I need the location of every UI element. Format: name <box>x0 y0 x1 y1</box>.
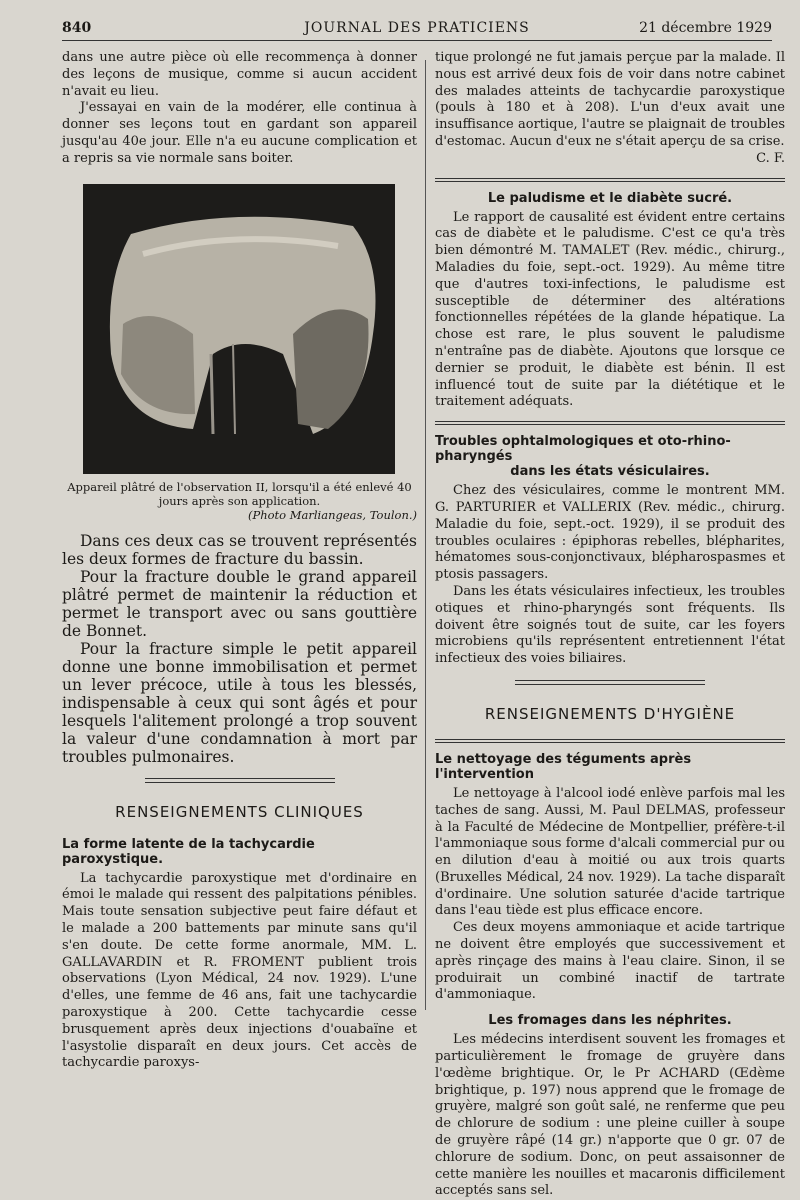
paragraph: Chez des vésiculaires, comme le montrent MM. G. PARTURIER et VALLERIX (Rev. médic., chirurg. Maladie du foie, sept.-oct. 1929), il se produit des troubles oculaires : épiphoras rebelles, blépharites, hématomes sous-conjonctivaux, blépharospasmes et ptosis passagers. <box>435 483 785 583</box>
article-heading: Les fromages dans les néphrites. <box>488 1013 732 1029</box>
running-header <box>62 18 772 41</box>
paragraph: Les médecins interdisent souvent les fromages et particulièrement le fromage de gruyère dans l'œdème brightique. Or, le Pr ACHARD (Œdème brightique, p. 197) nous apprend que le fromage de gruyère, malgré son goût salé, ne renferme que peu de chlorure de sodium : une pleine cuiller à soupe de gruyère râpé (14 gr.) n'apporte que 0 gr. 07 de chlorure de sodium. Donc, on peut assaisonner de cette manière les nouilles et macaronis difficilement acceptés sans sel. <box>435 1032 785 1199</box>
section-rule <box>515 680 705 685</box>
article-heading: Troubles ophtalmologiques et oto-rhino-pharyngés <box>435 434 731 465</box>
caption-text: Appareil plâtré de l'observation II, lorsqu'il a été enlevé 40 jours après son application. <box>67 479 412 508</box>
section-title: RENSEIGNEMENTS CLINIQUES <box>115 802 364 821</box>
paragraph: La tachycardie paroxystique met d'ordinaire en émoi le malade qui ressent des palpitations pénibles. Mais toute sensation subjective peut faire défaut et le malade a 200 battements par minute sans qu'il s'en doute. De cette forme anormale, MM. L. GALLAVARDIN et R. FROMENT publient trois observations (Lyon Médical, 24 nov. 1929). L'une d'elles, une femme de 46 ans, fait une tachycardie paroxystique à 200. Cette tachycardie cesse brusquement après deux injections d'ouabaïne et l'asystolie disparaît en deux jours. Cet accès de tachycardie paroxys- <box>62 870 417 1071</box>
plaster-cast-illustration <box>83 184 395 474</box>
journal-title: JOURNAL DES PRATICIENS <box>304 20 530 36</box>
section-rule <box>145 778 335 783</box>
issue-date: 21 décembre 1929 <box>639 20 772 36</box>
paragraph: J'essayai en vain de la modérer, elle continua à donner ses leçons tout en gardant son appareil jusqu'au 40e jour. Elle n'a eu aucune complication et a repris sa vie normale sans boiter. <box>62 100 417 166</box>
article-rule <box>435 739 785 743</box>
article-rule <box>435 178 785 182</box>
page-number: 840 <box>62 20 92 36</box>
paragraph: Le rapport de causalité est évident entre certains cas de diabète et le paludisme. C'est ce qu'a très bien démontré M. TAMALET (Rev. médic., chirurg., Maladies du foie, sept.-oct. 1929). Au même titre que d'autres toxi-infections, le paludisme est susceptible de déterminer des altérations fonctionnelles répétées de la glande hépatique. La chose est rare, le plus souvent le paludisme n'entraîne pas de diabète. Ajoutons que lorsque ce dernier se produit, le diabète est bénin. Il est influencé tout de suite par la diététique et le traitement adéquats. <box>435 209 785 410</box>
paragraph: Le nettoyage à l'alcool iodé enlève parfois mal les taches de sang. Aussi, M. Paul DELMAS, professeur à la Faculté de Médecine de Montpellier, préfère-t-il l'ammoniaque sous forme d'alcali commercial pur ou en dilution d'eau à moitié ou aux trois quarts (Bruxelles Médical, 24 nov. 1929). La tache disparaît d'ordinaire. Une solution saturée d'acide tartrique dans l'eau tiède est plus efficace encore. <box>435 785 785 919</box>
article-heading: La forme latente de la tachycardie paroxystique. <box>62 836 315 867</box>
paragraph: Ces deux moyens ammoniaque et acide tartrique ne doivent être employés que successivement et après rinçage des mains à l'eau claire. Sinon, il se produirait un combiné inactif de tartrate d'ammoniaque. <box>435 920 785 1003</box>
article-heading: Le nettoyage des téguments après l'intervention <box>435 751 692 782</box>
section-title: RENSEIGNEMENTS D'HYGIÈNE <box>484 704 736 723</box>
paragraph: dans une autre pièce où elle recommença à donner des leçons de musique, comme si aucun accident n'avait eu lieu. <box>62 50 417 99</box>
right-column <box>435 50 785 1200</box>
caption-source: (Photo Marliangeas, Toulon.) <box>248 507 417 522</box>
paragraph: Pour la fracture double le grand appareil plâtré permet de maintenir la réduction et permet le transport avec ou sans gouttière de Bonnet. <box>62 567 417 640</box>
author-signature: C. F. <box>756 150 785 166</box>
column-divider <box>425 60 426 1010</box>
left-column <box>62 50 417 1072</box>
photo-caption <box>62 480 417 522</box>
article-heading-continued: dans les états vésiculaires. <box>510 464 710 480</box>
plaster-cast-photo <box>83 184 395 474</box>
paragraph: Dans ces deux cas se trouvent représentés les deux formes de fracture du bassin. <box>62 531 417 568</box>
paragraph: tique prolongé ne fut jamais perçue par la malade. Il nous est arrivé deux fois de voir dans notre cabinet des malades atteints de tachycardie paroxystique (pouls à 180 et à 208). L'un d'eux avait une insuffisance aortique, l'autre se plaignait de troubles d'estomac. Aucun d'eux ne s'était aperçu de sa crise. <box>435 50 785 149</box>
article-heading: Le paludisme et le diabète sucré. <box>487 190 733 206</box>
paragraph: Dans les états vésiculaires infectieux, les troubles otiques et rhino-pharyngés sont fréquents. Ils doivent être soignés tout de suite, car les foyers microbiens qu'ils représentent entretiennent l'état infectieux des voies biliaires. <box>435 583 785 667</box>
article-rule <box>435 421 785 425</box>
paragraph: Pour la fracture simple le petit appareil donne une bonne immobilisation et permet un lever précoce, utile à tous les blessés, indispensable à ceux qui sont âgés et pour lesquels l'alitement prolongé a trop souvent la valeur d'une condamnation à mort par troubles pulmonaires. <box>62 639 417 766</box>
